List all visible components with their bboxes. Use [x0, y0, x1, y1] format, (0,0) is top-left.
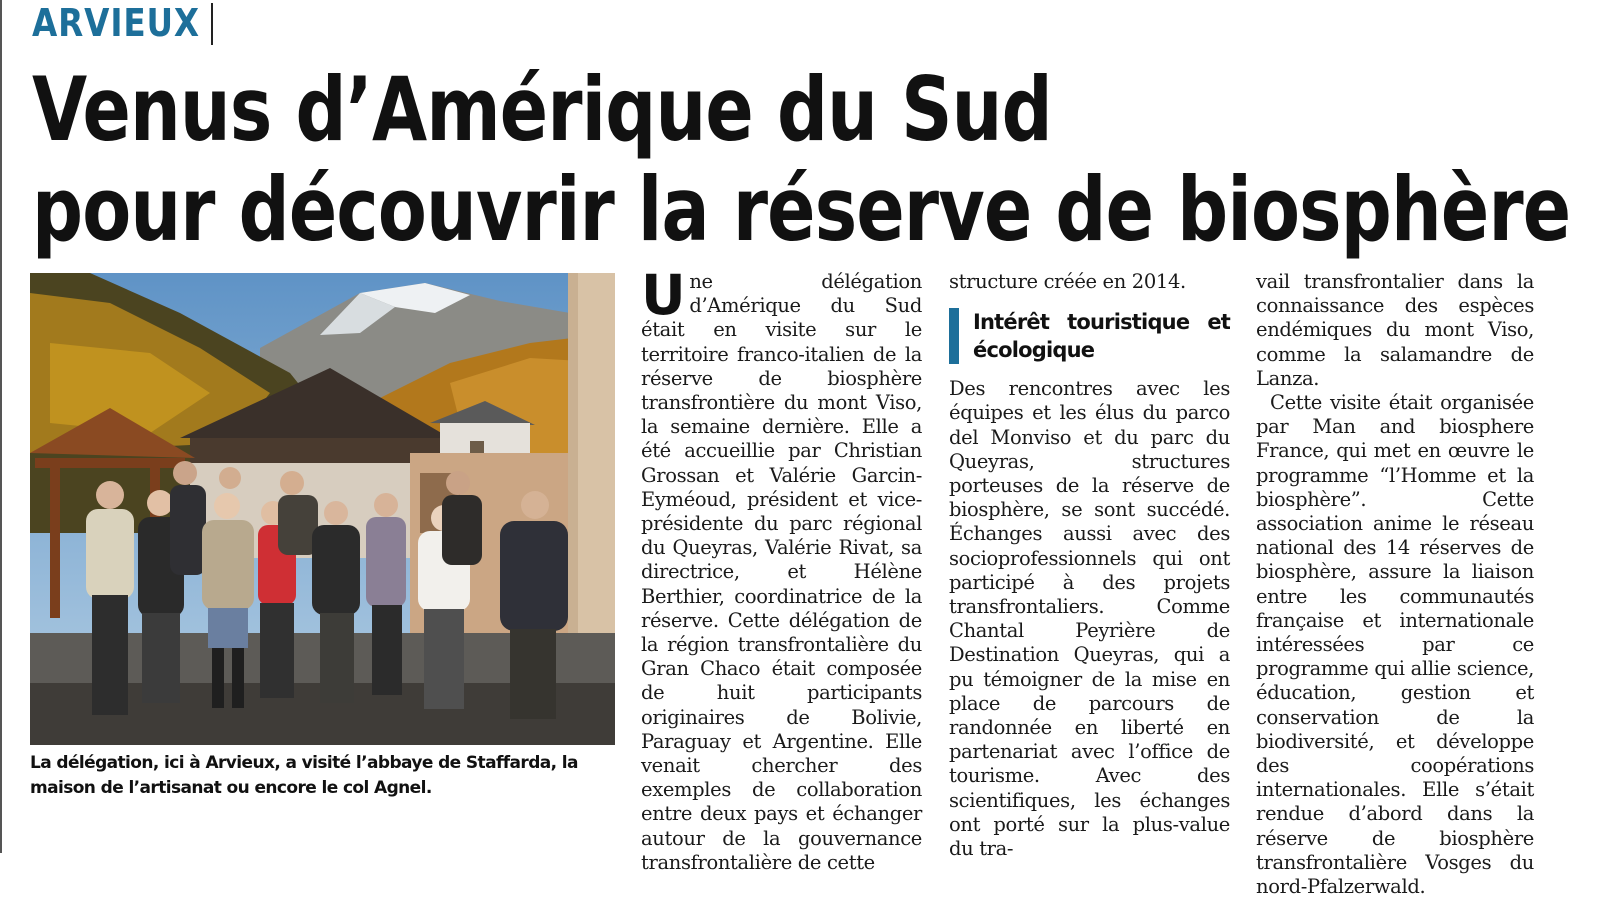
group-photo-illustration — [30, 273, 615, 745]
col2-paragraph: Des rencontres avec les équipes et les élus du parco del Monviso et du parc du Queyras, structures porteuses de la réserve de biosphère, se sont succédé. Échanges aussi avec des socioprofessionnels qui ont participé à des projets transfrontaliers. Comme Chantal Peyrière de Destination Queyras, qui a pu témoigner de la mise en place de parcours de randonnée en liberté en partenariat avec l’office de tourisme. Avec des scientifiques, les échanges ont porté sur la plus-value du tra- — [949, 377, 1230, 861]
col2-lead: structure créée en 2014. — [949, 270, 1186, 293]
intro-paragraph — [641, 263, 922, 875]
drop-cap: U — [641, 263, 686, 327]
article-column-1 — [641, 263, 922, 875]
intertitle — [949, 308, 1230, 364]
rubric-divider — [211, 3, 213, 45]
section-rubric — [32, 0, 227, 46]
headline-line-1: Venus d’Amérique du Sud — [32, 58, 1052, 161]
photo-caption: La délégation, ici à Arvieux, a visité l’abbaye de Staffarda, la maison de l’artisanat ou encore le col Agnel. — [30, 753, 578, 798]
col3-paragraph-1: vail transfrontalier dans la connaissance des espèces endémiques du mont Viso, comme la salamandre de Lanza. — [1256, 270, 1534, 390]
article-photo — [30, 273, 615, 745]
article-column-3 — [1256, 270, 1534, 899]
headline-line-2: pour découvrir la réserve de biosphère — [32, 158, 1571, 261]
article-headline — [32, 60, 1572, 260]
col3-paragraph-2: Cette visite était organisée par Man and biosphere France, qui met en œuvre le programme “l’Homme et la biosphère”. Cette association anime le réseau national des 14 réserves de biosphère, assure la liaison entre les communautés française et internationale intéressées par ce programme qui allie science, éducation, gestion et conservation de la biodiversité, et développe des coopérations internationales. Elle s’était rendue d’abord dans la réserve de biosphère transfrontalière Vosges du nord-Pfalzerwald. — [1256, 391, 1534, 899]
page-border — [0, 0, 2, 853]
article-column-2 — [949, 270, 1230, 861]
section-label: ARVIEUX — [32, 1, 200, 45]
intertitle-text: Intérêt touristique et écologique — [973, 310, 1230, 363]
col1-text: ne délégation d’Amérique du Sud était en visite sur le territoire franco-italien de la réserve de biosphère transfrontière du mont Viso, la semaine dernière. Elle a été accueillie par Christian Grossan et Valérie Garcin-Eyméoud, président et vice-présidente du parc régional du Queyras, Valérie Rivat, sa directrice, et Hélène Berthier, coordinatrice de la réserve. Cette délégation de la région transfrontalière du Gran Chaco était composée de huit participants originaires de Bolivie, Paraguay et Argentine. Elle venait chercher des exemples de collaboration entre deux pays et échanger autour de la gouvernance transfrontalière de cette — [641, 270, 922, 874]
intertitle-bar — [949, 308, 959, 364]
